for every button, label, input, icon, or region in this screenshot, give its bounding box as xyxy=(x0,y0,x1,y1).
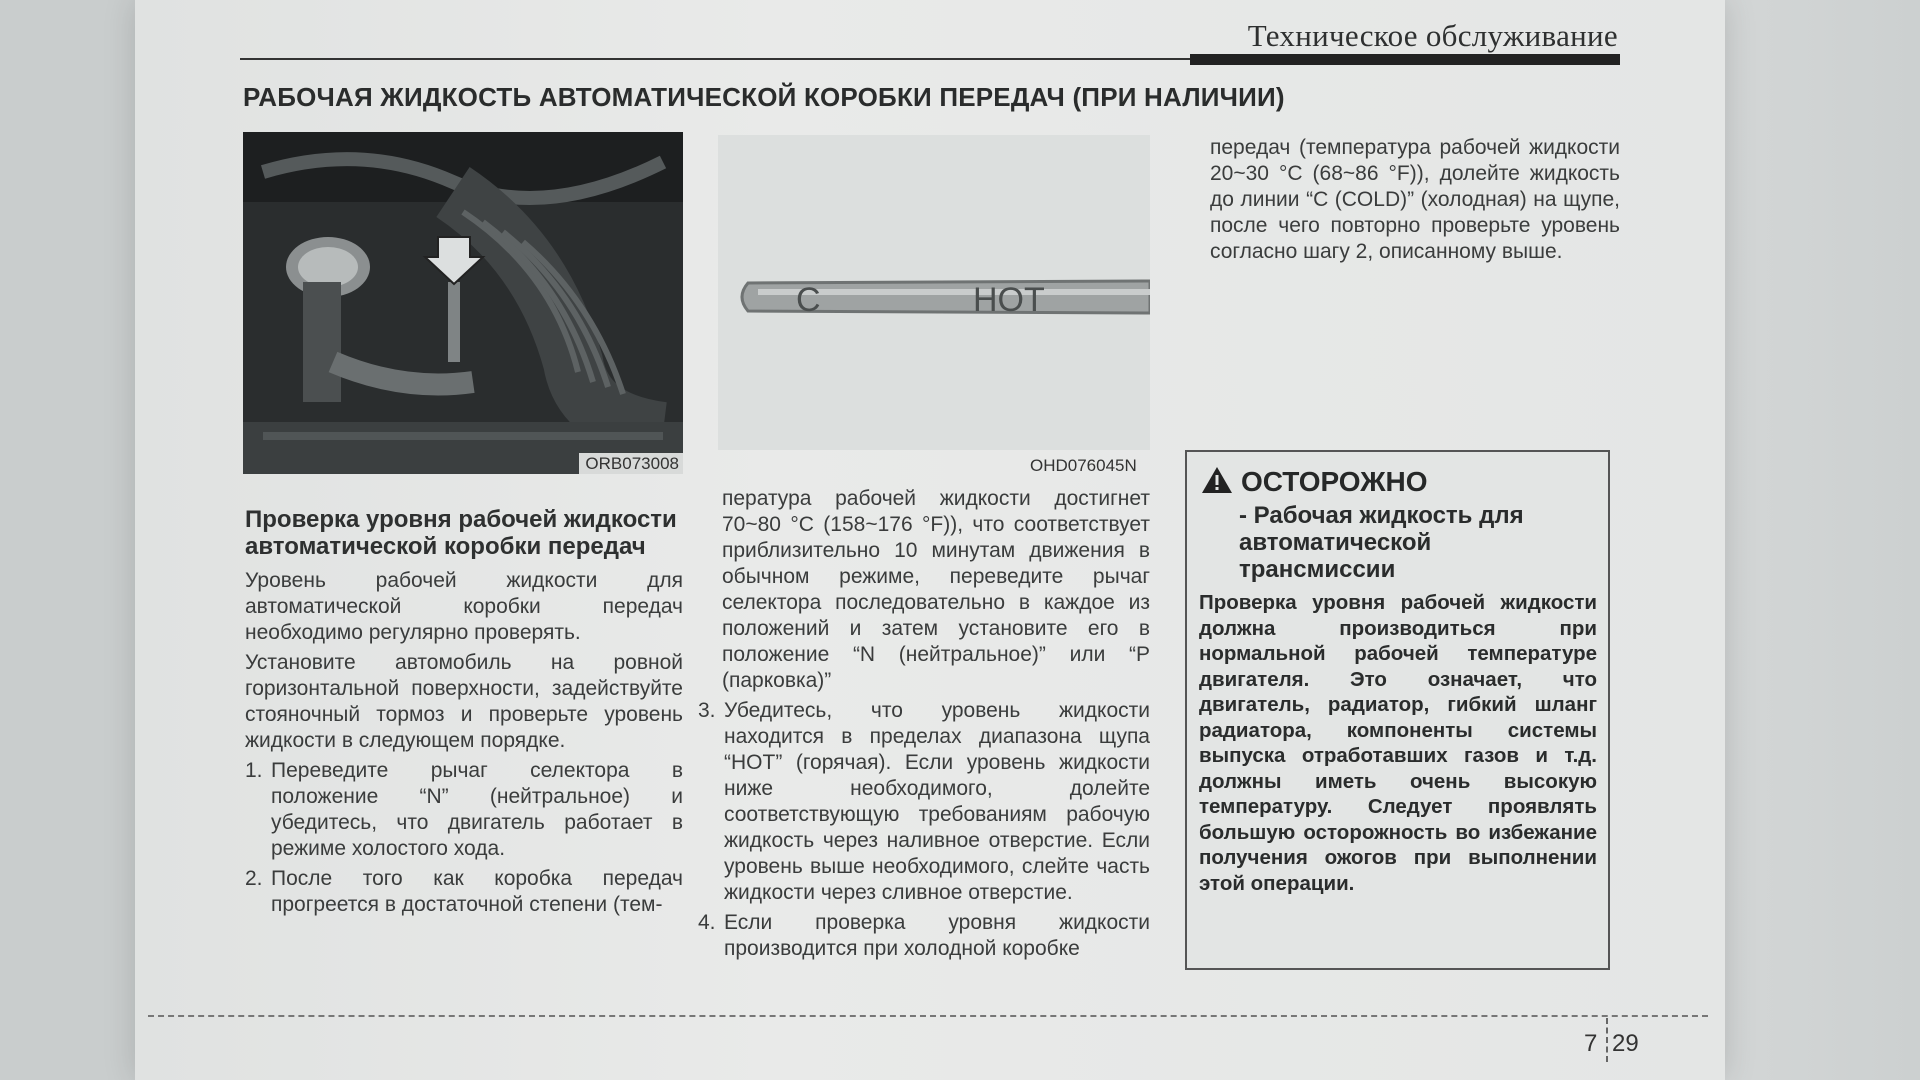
warning-box xyxy=(1185,450,1610,970)
background-surface xyxy=(1725,0,1920,1080)
engine-bay-illustration xyxy=(243,132,683,474)
step-1-number: 1. xyxy=(245,759,263,782)
column-1 xyxy=(245,506,683,922)
header-bar xyxy=(1190,54,1620,65)
column-3 xyxy=(1210,135,1620,269)
step-3-text: Убедитесь, что уровень жидкости находится в пределах диапазона щупа “HOT” (горячая). Если уровень жидкости ниже необходимого, долейте соответствующую требованиям рабочую жидкость через наливное отверстие. Если уровень выше необходимого, слейте часть жидкости через сливное отверстие. xyxy=(724,699,1150,904)
step-3-number: 3. xyxy=(698,699,716,722)
dipstick-mark-cold: C xyxy=(796,281,821,319)
step-2-text: После того как коробка передач прогреется в достаточной степени (тем- xyxy=(271,867,683,916)
step-4 xyxy=(698,910,1150,966)
dipstick-photo xyxy=(718,135,1150,450)
step-4-number: 4. xyxy=(698,911,716,934)
footer-rule xyxy=(148,1015,1708,1017)
step-4-text: Если проверка уровня жидкости производится при холодной коробке xyxy=(724,911,1150,960)
dipstick-mark-hot: HOT xyxy=(973,281,1045,319)
step-2-continued: пература рабочей жидкости достигнет 70~80 °C (158~176 °F)), что соответствует приблизительно 10 минутам движения в обычном режиме, переведите рычаг селектора последовательно в каждое из положений и затем установите его в положение “N (нейтральное)” или “P (парковка)” xyxy=(722,487,1150,692)
dipstick-photo-code: OHD076045N xyxy=(1030,456,1137,475)
step-1 xyxy=(245,758,683,866)
step-2 xyxy=(245,866,683,922)
step-4-continued: передач (температура рабочей жидкости 20~30 °C (68~86 °F)), долейте жидкость до линии “C (COLD)” (холодная) на щупе, после чего повторно проверьте уровень согласно шагу 2, описанному выше. xyxy=(1210,136,1620,263)
chapter-number: 7 xyxy=(1584,1030,1598,1057)
page-number-separator xyxy=(1606,1018,1610,1062)
chapter-header-title: Техническое обслуживание xyxy=(1247,18,1618,53)
intro-paragraph: Уровень рабочей жидкости для автоматической коробки передач необходимо регулярно проверять. xyxy=(245,569,683,644)
column-2 xyxy=(698,486,1150,966)
warning-heading xyxy=(1201,466,1428,498)
step-3 xyxy=(698,698,1150,910)
header-rule xyxy=(240,58,1190,60)
warning-subtitle: - Рабочая жидкость для автоматической трансмиссии xyxy=(1239,502,1524,583)
procedure-paragraph: Установите автомобиль на ровной горизонтальной поверхности, задействуйте стояночный тормоз и проверьте уровень жидкости в следующем порядке. xyxy=(245,651,683,752)
engine-photo-code: ORB073008 xyxy=(579,453,683,474)
dipstick-illustration xyxy=(718,135,1150,450)
warning-title: ОСТОРОЖНО xyxy=(1241,466,1428,497)
step-1-text: Переведите рычаг селектора в положение “N” (нейтральное) и убедитесь, что двигатель работает в режиме холостого хода. xyxy=(271,759,683,860)
warning-body: Проверка уровня рабочей жидкости должна производиться при нормальной рабочей температуре двигателя. Это означает, что двигатель, радиатор, гибкий шланг радиатора, компоненты системы выпуска отработавших газов и т.д. должны иметь очень высокую температуру. Следует проявлять большую осторожность во избежание получения ожогов при выполнении этой операции. xyxy=(1199,591,1597,895)
subheading-check-level: Проверка уровня рабочей жидкости автоматической коробки передач xyxy=(245,506,677,560)
engine-bay-photo xyxy=(243,132,683,474)
warning-triangle-icon xyxy=(1201,466,1233,494)
page-number: 29 xyxy=(1612,1030,1639,1057)
step-2-number: 2. xyxy=(245,867,263,890)
section-title: РАБОЧАЯ ЖИДКОСТЬ АВТОМАТИЧЕСКОЙ КОРОБКИ ПЕРЕДАЧ (ПРИ НАЛИЧИИ) xyxy=(243,82,1285,112)
